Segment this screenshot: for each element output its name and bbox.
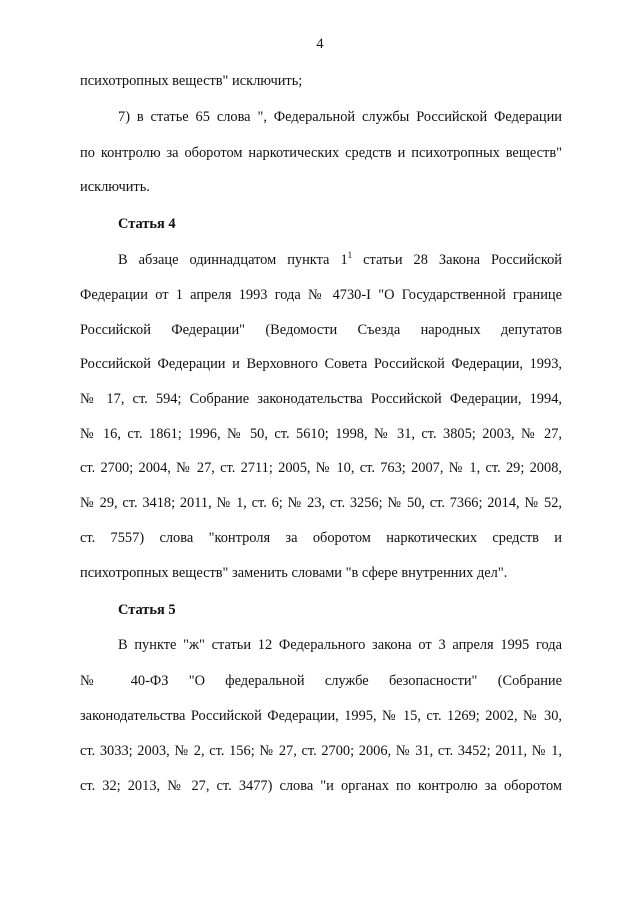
text-line: Российской Федерации" (Ведомости Съезда народных депутатов — [80, 322, 562, 338]
text-line: 7) в статье 65 слова ", Федеральной службы Российской Федерации — [118, 109, 562, 125]
text-line: В пункте "ж" статьи 12 Федерального закона от 3 апреля 1995 года — [118, 637, 562, 653]
text-line: Федерации от 1 апреля 1993 года № 4730-I "О Государственной границе — [80, 287, 562, 303]
text-line: законодательства Российской Федерации, 1995, № 15, ст. 1269; 2002, № 30, — [80, 708, 562, 724]
text-line: психотропных веществ" исключить; — [80, 73, 303, 89]
article-heading: Статья 5 — [118, 602, 176, 618]
text-line: ст. 7557) слова "контроля за оборотом наркотических средств и — [80, 530, 562, 546]
footnote-superscript: 1 — [347, 250, 353, 260]
text-line: № 16, ст. 1861; 1996, № 50, ст. 5610; 1998, № 31, ст. 3805; 2003, № 27, — [80, 426, 562, 442]
article-heading: Статья 4 — [118, 216, 176, 232]
text-line: № 17, ст. 594; Собрание законодательства Российской Федерации, 1994, — [80, 391, 562, 407]
text-line: исключить. — [80, 179, 150, 195]
text-line: № 29, ст. 3418; 2011, № 1, ст. 6; № 23, ст. 3256; № 50, ст. 7366; 2014, № 52, — [80, 495, 562, 511]
text-line: В абзаце одиннадцатом пункта $1^1$ статьи 28 Закона Российской — [118, 250, 562, 268]
text-line: № 40-ФЗ "О федеральной службе безопасности" (Собрание — [80, 673, 562, 689]
text-line: ст. 3033; 2003, № 2, ст. 156; № 27, ст. 2700; 2006, № 31, ст. 3452; 2011, № 1, — [80, 743, 562, 759]
page-number: 4 — [316, 36, 324, 52]
text-line: по контролю за оборотом наркотических средств и психотропных веществ" — [80, 145, 562, 161]
text-line: ст. 2700; 2004, № 27, ст. 2711; 2005, № 10, ст. 763; 2007, № 1, ст. 29; 2008, — [80, 460, 562, 476]
text-line: ст. 32; 2013, № 27, ст. 3477) слова "и органах по контролю за оборотом — [80, 778, 562, 794]
text-line: психотропных веществ" заменить словами "в сфере внутренних дел". — [80, 565, 508, 581]
text-line: Российской Федерации и Верховного Совета Российской Федерации, 1993, — [80, 356, 562, 372]
